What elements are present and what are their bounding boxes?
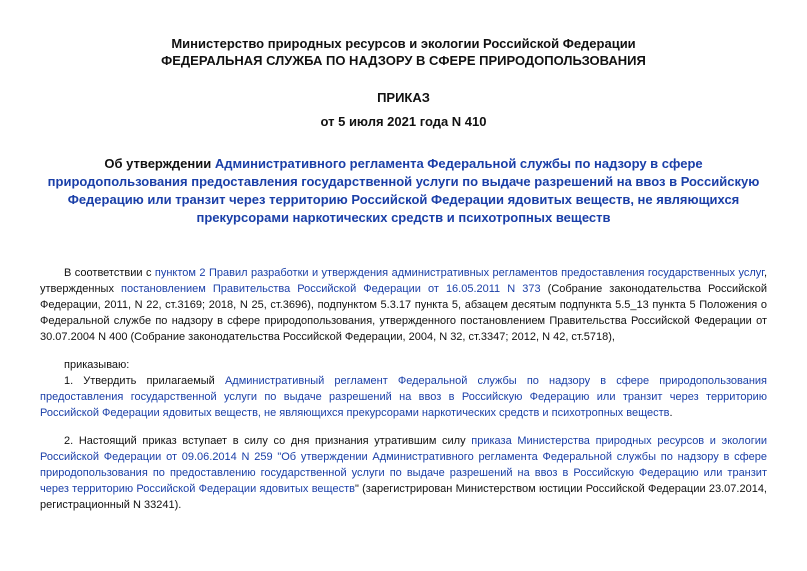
order-word: приказываю: <box>64 359 130 371</box>
preamble-paragraph <box>40 265 767 345</box>
preamble-text-2: , утвержденных <box>40 267 767 295</box>
government-decree-373-link[interactable]: постановлением Правительства Российской Федерации от 16.05.2011 N 373 <box>121 283 541 295</box>
clause-2-paragraph <box>40 433 767 513</box>
document-date-number: от 5 июля 2021 года N 410 <box>320 114 487 129</box>
approved-regulation-link[interactable]: Административный регламент Федеральной службы по надзору в сфере природопользования предоставления государственной услуги по выдаче разрешений на ввоз в Российскую Федерацию или транзит через территорию Российской Федерации ядовитых веществ, не являющихся прекурсорами наркотических средств и психотропных веществ <box>40 375 768 419</box>
issuer-service: ФЕДЕРАЛЬНАЯ СЛУЖБА ПО НАДЗОРУ В СФЕРЕ ПРИРОДОПОЛЬЗОВАНИЯ <box>161 53 646 68</box>
document-title <box>40 155 767 227</box>
title-regulation-link[interactable]: Административного регламента Федеральной службы по надзору в сфере природопользования предоставления государственной услуги по выдаче разрешений на ввоз в Российскую Федерацию или транзит через территорию Российской Федерации ядовитых веществ, не являющихся прекурсорами наркотических средств и психотропных веществ <box>47 156 760 225</box>
title-prefix: Об утверждении <box>104 156 215 171</box>
clause-2-text-2: " (зарегистрирован Министерством юстиции Российской Федерации 23.07.2014, регистрационный N 33241). <box>40 483 767 511</box>
rules-point-2-link[interactable]: пунктом 2 Правил разработки и утверждения административных регламентов предоставления государственных услуг <box>154 267 764 279</box>
clause-1-paragraph <box>40 373 767 421</box>
issuer-ministry: Министерство природных ресурсов и экологии Российской Федерации <box>171 36 636 51</box>
preamble-text-1: В соответствии с <box>64 267 155 279</box>
preamble-text-3: (Собрание законодательства Российской Федерации, 2011, N 22, ст.3169; 2018, N 25, ст.3696), подпунктом 5.3.17 пункта 5, абзацем десятым подпункта 5.5_13 пункта 5 Положения о Федеральной службе по надзору в сфере природопользования, утвержденного постановлением Правительства Российской Федерации от 30.07.2004 N 400 (Собрание законодательства Российской Федерации, 2004, N 32, ст.3347; 2012, N 42, ст.5718), <box>40 283 767 343</box>
document-type: ПРИКАЗ <box>377 90 430 105</box>
clause-2-text-1: 2. Настоящий приказ вступает в силу со дня признания утратившим силу <box>64 435 472 447</box>
clause-1-text-2: . <box>669 407 673 419</box>
repealed-order-259-link[interactable]: приказа Министерства природных ресурсов и экологии Российской Федерации от 09.06.2014 N 259 "Об утверждении Административного регламента Федеральной службы по надзору в сфере природопользования по предоставлению государственной услуги по выдаче разрешений на ввоз в Российскую Федерацию или транзит через территорию Российской Федерации ядовитых веществ <box>40 435 768 495</box>
clause-1-text-1: 1. Утвердить прилагаемый <box>64 375 225 387</box>
